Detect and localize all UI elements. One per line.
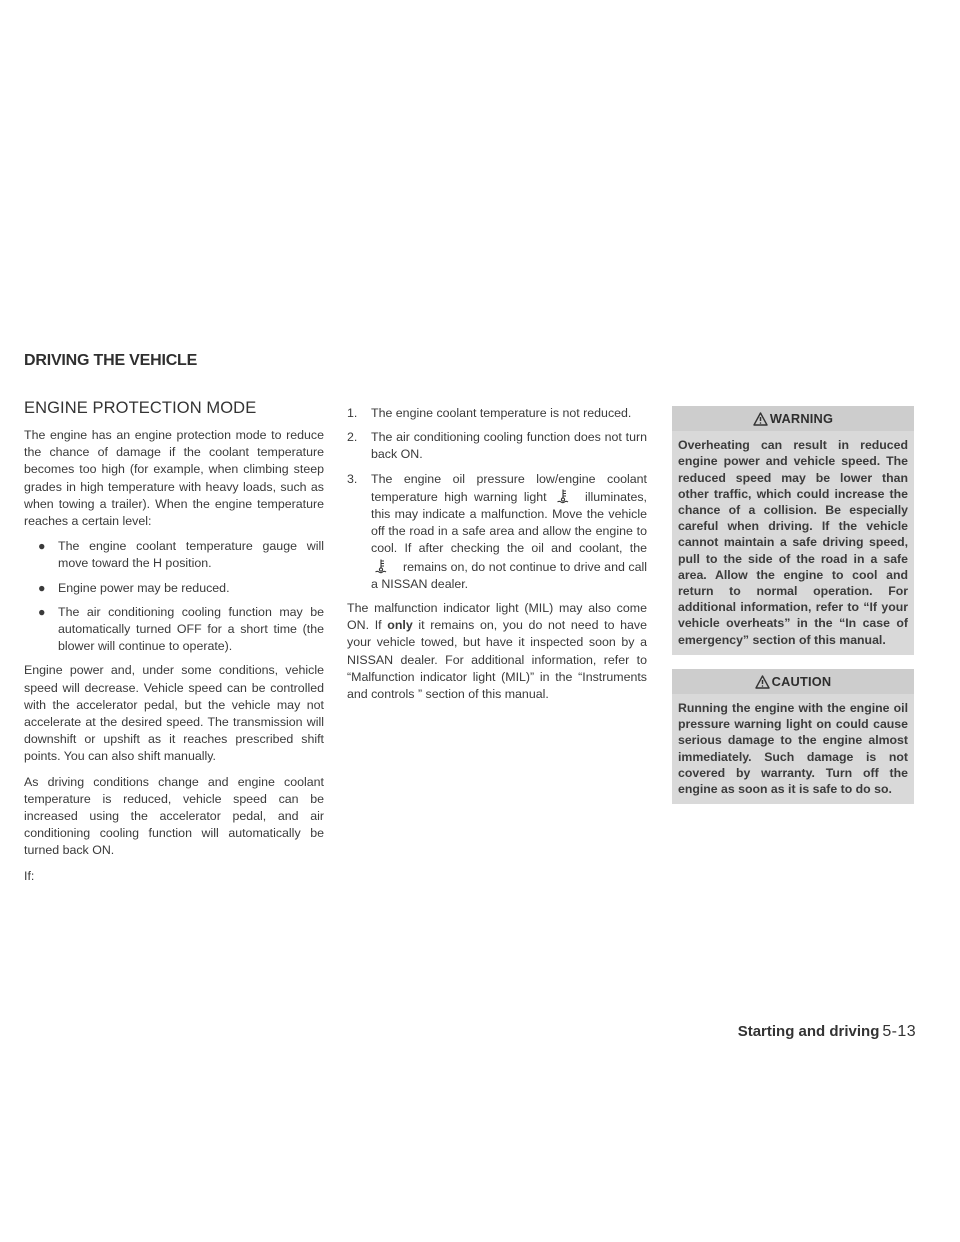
list-item: 1. The engine coolant temperature is not reduced. (347, 406, 632, 420)
list-item: 2. The air conditioning cooling function does not turn back ON. (347, 430, 647, 462)
column-2 (347, 405, 647, 711)
warning-header: WARNING (672, 406, 914, 431)
section-header: DRIVING THE VEHICLE (24, 352, 198, 369)
column-3 (672, 406, 914, 818)
mil-paragraph: The malfunction indicator light (MIL) may also come ON. If only it remains on, you do not need to have your vehicle towed, but have it inspected soon by a NISSAN dealer. For additional information, refer to “Malfunction indicator light (MIL)” in the “Instruments and controls ” section of this manual. (347, 601, 647, 702)
page-number: 5-13 (882, 1023, 916, 1040)
column-1 (24, 398, 324, 893)
intro-paragraph: The engine has an engine protection mode to reduce the chance of damage if the coolant temperature becomes too high (for example, when climbing steep grades in high temperature with heavy loads, such as when towing a trailer). When the engine temperature reaches a certain level: (24, 428, 324, 529)
bullet-list (24, 538, 324, 655)
numbered-list (347, 405, 647, 593)
warning-box (672, 406, 914, 655)
caution-triangle-icon (755, 675, 770, 689)
list-item: ● Engine power may be reduced. (24, 580, 324, 597)
bullet-icon: ● (38, 604, 46, 619)
page-footer (738, 1023, 916, 1041)
paragraph: As driving conditions change and engine coolant temperature is reduced, vehicle speed can be increased using the accelerator pedal, and air conditioning cooling function will automatically be turned back ON. (24, 774, 324, 858)
footer-section-label: Starting and driving (737, 1023, 880, 1040)
coolant-temperature-warning-icon (555, 488, 571, 504)
list-item: ● The air conditioning cooling function may be automatically turned OFF for a short time (the blower will continue to operate). (38, 604, 324, 654)
caution-header: CAUTION (672, 669, 914, 694)
caution-text: Running the engine with the engine oil pressure warning light on could cause serious damage to the engine almost immediately. Such damage is not covered by warranty. Turn off the engine as soon as it is safe to do so. (678, 701, 908, 797)
paragraph: If: (24, 868, 35, 883)
paragraph: Engine power and, under some conditions, vehicle speed will decrease. Vehicle speed can be controlled with the accelerator pedal, but the vehicle may not accelerate at the desired speed. The transmission will downshift or upshift as it reaches prescribed shift points. You can also shift manually. (24, 663, 324, 764)
page-title: ENGINE PROTECTION MODE (24, 399, 257, 417)
bullet-icon: ● (38, 580, 46, 595)
list-item: 3. The engine oil pressure low/engine coolant temperature high warning light illuminates, this may indicate a malfunction. Move the vehicle off the road in a safe area and allow the engine to cool. If after checking the oil and coolant, the remains on, do not continue to drive and call a NISSAN dealer. (347, 471, 647, 591)
caution-box (672, 669, 914, 804)
coolant-temperature-warning-icon (373, 558, 389, 574)
warning-triangle-icon (753, 412, 768, 426)
warning-text: Overheating can result in reduced engine power and vehicle speed. The reduced speed may be lower than other traffic, which could increase the chance of a collision. Be especially careful when driving. If the vehicle cannot maintain a safe driving speed, pull to the side of the road in a safe area. Allow the engine to cool and return to normal operation. For additional information, refer to “If your vehicle overheats” in the “In case of emergency” section of this manual. (678, 438, 908, 647)
bullet-icon: ● (38, 539, 46, 554)
list-item: ● The engine coolant temperature gauge will move toward the H position. (38, 539, 324, 571)
